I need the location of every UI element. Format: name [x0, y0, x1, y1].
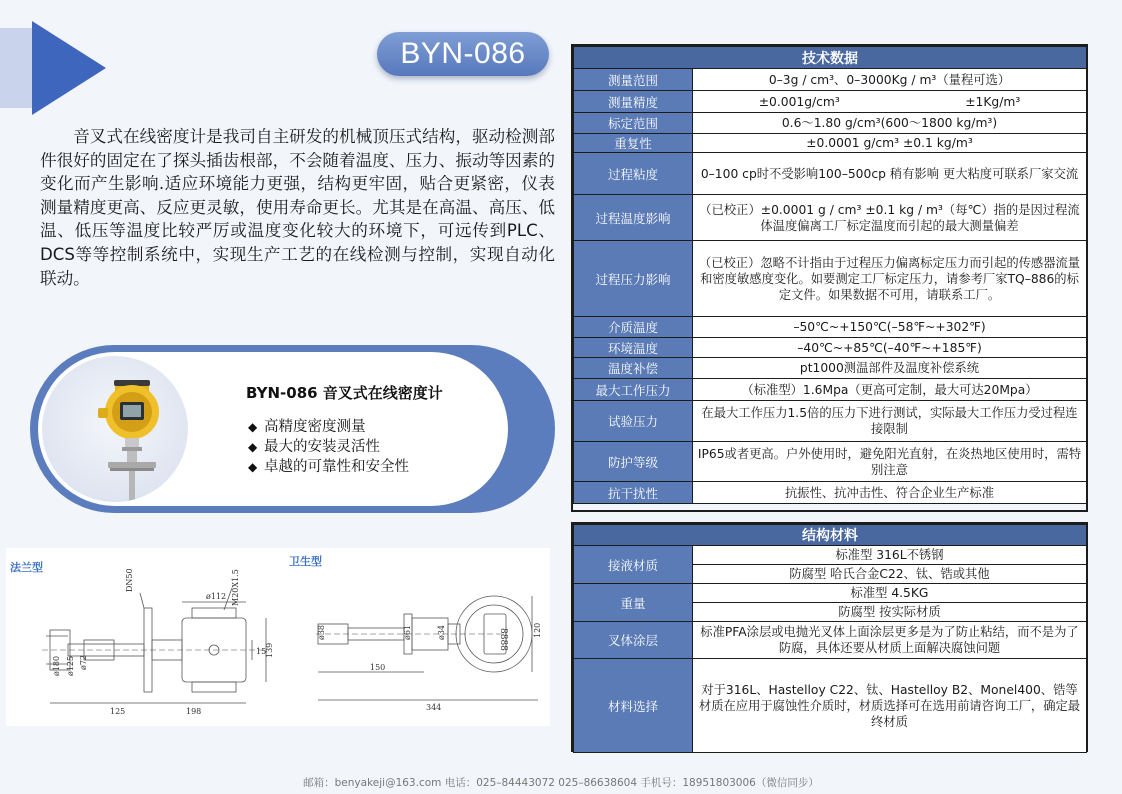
table-row: 叉体涂层 标准PFA涂层或电抛光叉体上面涂层更多是为了防止粘结，而不是为了防腐，具体还要从材质上面解决腐蚀问题 [574, 622, 1087, 659]
table-row: 过程压力影响 （已校正）忽略不计指由于过程压力偏离标定压力而引起的传感器流量和密度敏感度变化。如要测定工厂标定压力，请参考厂家TQ–886的标定文件。如果数据不可用，请联系工厂。 [574, 241, 1087, 317]
table-row: 过程粘度 0–100 cp时不受影响100–500cp 稍有影响 更大粘度可联系厂家交流 [574, 153, 1087, 195]
dim-w198: 198 [186, 707, 202, 716]
dim-w150: 150 [370, 663, 386, 672]
tech-data-table [573, 46, 1087, 504]
dim-w344: 344 [426, 703, 442, 712]
diamond-bullet-icon: ◆ [248, 439, 258, 454]
dim-w125: 125 [110, 707, 126, 716]
table-row: 最大工作压力 （标准型）1.6Mpa（更高可定制，最大可达20Mpa） [574, 379, 1087, 401]
sanitary-drawing [306, 548, 550, 726]
table-row: 温度补偿 pt1000测温部件及温度补偿系统 [574, 358, 1087, 379]
table-row: 测量精度 ±0.001g/cm³ ±1Kg/m³ [574, 91, 1087, 113]
card-title: BYN-086 音叉式在线密度计 [246, 384, 443, 402]
material-table [573, 524, 1087, 753]
dim-d61: ø61 [403, 625, 412, 640]
feature-list [248, 418, 409, 477]
diamond-bullet-icon: ◆ [248, 459, 258, 474]
dim-h15: 15 [256, 647, 267, 656]
table-row: 试验压力 在最大工作压力1.5倍的压力下进行测试，实际最大工作压力受过程连接限制 [574, 401, 1087, 442]
feature-item: ◆ 最大的安装灵活性 [248, 438, 409, 458]
display-digits: 8888 [498, 628, 508, 651]
table-row: 材料选择 对于316L、Hastelloy C22、钛、Hastelloy B2、Monel400、锆等材质在应用于腐蚀性介质时，材质选择可在选用前请咨询工厂，确定最终材质 [574, 659, 1087, 753]
table-row: 防护等级 IP65或者更高。户外使用时，避免阳光直射，在炎热地区使用时，需特别注意 [574, 442, 1087, 482]
dim-d38: ø38 [317, 625, 326, 640]
dim-d34: ø34 [437, 625, 446, 640]
dim-d72: ø72 [79, 655, 88, 670]
contact-footer: 邮箱：benyakeji@163.com 电话：025–84443072 025–86638604 手机号：18951803006（微信同步） [303, 777, 819, 789]
table-row: 防腐型 哈氏合金C22、钛、锆或其他 [574, 565, 1087, 584]
table-row: 介质温度 –50℃~+150℃(–58℉~+302℉) [574, 317, 1087, 338]
intro-paragraph: 音叉式在线密度计是我司自主研发的机械顶压式结构，驱动检测部件很好的固定在了探头插齿根部，不会随着温度、压力、振动等因素的变化而产生影响.适应环境能力更强，结构更牢固，贴合更紧密，仪表测量精度更高、反应更灵敏，使用寿命更长。尤其是在高温、高压、低温、低压等温度比较严厉或温度变化较大的环境下，可远传到PLC、DCS等等控制系统中，实现生产工艺的在线检测与控制，实现自动化联动。 [40, 127, 555, 288]
table-row: 过程温度影响 （已校正）±0.0001 g / cm³ ±0.1 kg / m³（每℃）指的是因过程流体温度偏离工厂标定温度而引起的最大测量偏差 [574, 195, 1087, 241]
table-row: 抗干扰性 抗振性、抗冲击性、符合企业生产标准 [574, 482, 1087, 504]
table-row: 接液材质 标准型 316L不锈钢 [574, 546, 1087, 565]
table-row: 重量 标准型 4.5KG [574, 584, 1087, 603]
dim-d125: ø125 [66, 655, 75, 676]
product-card [30, 345, 555, 513]
table-row: 防腐型 按实际材质 [574, 603, 1087, 622]
tech-table-title: 技术数据 [574, 47, 1087, 69]
dim-dn50: DN50 [125, 568, 134, 592]
decorative-arrows [0, 18, 110, 118]
table-row: 标定范围 0.6～1.80 g/cm³(600～1800 kg/m³) [574, 113, 1087, 134]
dimension-drawings [6, 548, 550, 726]
feature-item: ◆ 卓越的可靠性和安全性 [248, 458, 409, 478]
sanitary-type-label: 卫生型 [289, 555, 322, 568]
table-row: 测量范围 0–3g / cm³、0–3000Kg / m³（量程可选） [574, 69, 1087, 91]
dim-h120: 120 [533, 622, 542, 638]
material-table-title: 结构材料 [574, 525, 1087, 546]
table-row: 重复性 ±0.0001 g/cm³ ±0.1 kg/m³ [574, 134, 1087, 153]
dim-d180: ø180 [52, 655, 61, 676]
diamond-bullet-icon: ◆ [248, 420, 258, 434]
density-meter-image [42, 356, 188, 502]
dim-thread: M20X1.5 [231, 569, 240, 606]
dim-h139: 139 [265, 642, 274, 658]
dim-d112: ø112 [206, 592, 227, 601]
feature-item: ◆ 高精度密度测量 [248, 418, 409, 438]
product-photo [42, 356, 188, 502]
model-badge: BYN-086 [377, 32, 549, 76]
flange-drawing [6, 548, 306, 726]
table-row: 环境温度 –40℃~+85℃(–40℉~+185℉) [574, 338, 1087, 358]
flange-type-label: 法兰型 [10, 561, 43, 574]
